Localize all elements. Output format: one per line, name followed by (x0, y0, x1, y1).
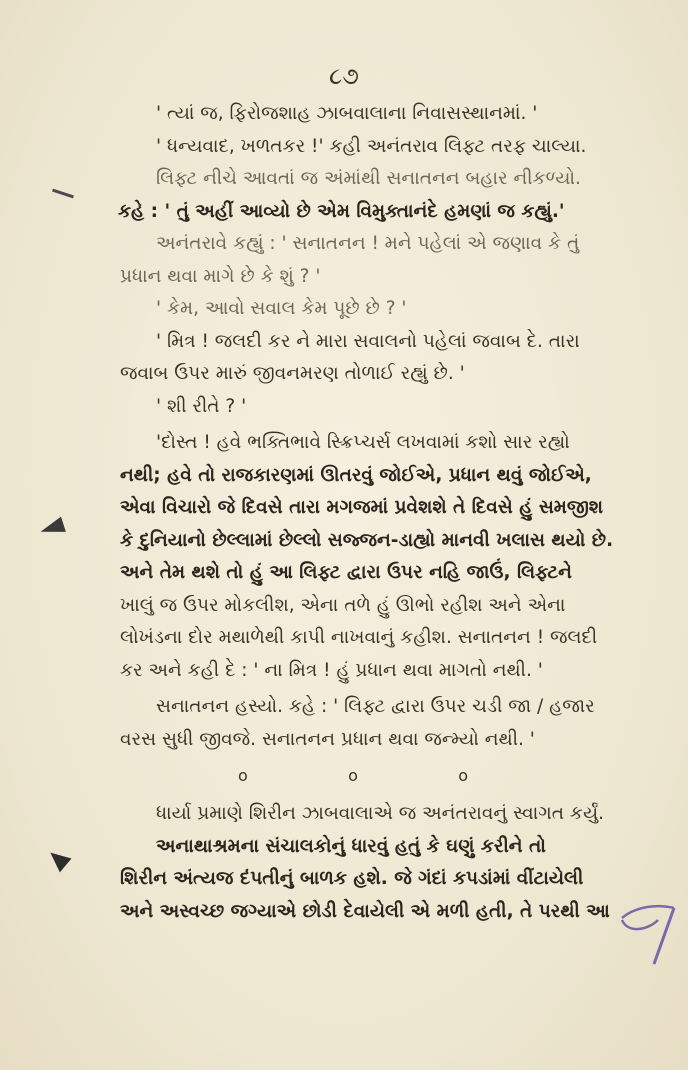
text-line: ધાર્યા પ્રમાણે શિરીન ઝાબવાલાએ જ અનંતરાવનું સ્વાગત કર્યું. (156, 803, 604, 824)
text-line: એવા વિચારો જે દિવસે તારા મગજમાં પ્રવેશશે તે દિવસે હું સમજીશ (120, 497, 604, 518)
text-line: નથી; હવે તો રાજકારણમાં ઊતરવું જોઈએ, પ્રધાન થવું જોઈએ, (120, 464, 592, 486)
pencil-stroke-top (622, 906, 674, 918)
text-line: લિફ્ટ નીચે આવતાં જ અંમાંથી સનાતનન બહાર નીકળ્યો. (156, 168, 581, 189)
text-line: શિરીન અંત્યજ દંપતીનું બાળક હશે. જે ગંદાં કપડાંમાં વીંટાયેલી (120, 868, 584, 889)
text-line: 'દોસ્ત ! હવે ભક્તિભાવે સ્ક્રિપ્ચર્સ લખવામાં કશો સાર રહ્યો (156, 432, 570, 453)
text-line: કર અને કહી દે : ' ના મિત્ર ! હું પ્રધાન થવા માગતો નથી. ' (120, 659, 543, 681)
separator-dot: o (458, 766, 468, 785)
text-line: અનાથાશ્રમના સંચાલકોનું ધારવું હતું કે ઘણું કરીને તો (156, 835, 546, 857)
text-line: ' ધન્યવાદ, ખળતકર !' કહી અનંતરાવ લિફ્ટ તરફ ચાલ્યા. (156, 135, 587, 157)
margin-mark-text: 7 (648, 937, 650, 939)
text-line: ' કેમ, આવો સવાલ કેમ પૂછે છે ? ' (156, 298, 407, 319)
text-line: અને તેમ થશે તો હું આ લિફ્ટ દ્વારા ઉપર નહિ જાઉં, લિફ્ટને (120, 562, 572, 583)
text-line: પ્રધાન થવા માગે છે કે શું ? ' (120, 265, 321, 287)
margin-pencil-arrow (38, 517, 66, 540)
text-line: વરસ સુધી જીવજે. સનાતનન પ્રધાન થવા જન્મ્યો નથી. ' (120, 728, 535, 750)
handwritten-seven-mark (618, 890, 680, 970)
text-line: કહે : ' તું અહીં આવ્યો છે એમ વિમુક્તાનંદે હમણાં જ કહ્યું.' (118, 200, 565, 222)
text-line: ' શી રીતે ? ' (156, 395, 247, 417)
text-line: અનંતરાવે કહ્યું : ' સનાતનન ! મને પહેલાં એ જણાવ કે તું (156, 233, 580, 254)
text-line: જવાબ ઉપર મારું જીવનમરણ તોળાઈ રહ્યું છે. ' (120, 363, 465, 384)
separator-dot: o (238, 766, 248, 785)
text-line: ' ત્યાં જ, ફિરોજશાહ ઝાબવાલાના નિવાસસ્થાનમાં. ' (156, 103, 538, 124)
pencil-stroke-curl (622, 920, 658, 929)
text-line: ખાલું જ ઉપર મોકલીશ, એના તળે હું ઊભો રહીશ અને એના (120, 594, 566, 616)
section-separator (238, 762, 468, 790)
page-number: ૮૭ (329, 62, 359, 90)
text-line: લોખંડના દોર મથાળેથી કાપી નાખવાનું કહીશ. સનાતનન ! જલદી (120, 627, 598, 648)
text-line: ' મિત્ર ! જલદી કર ને મારા સવાલનો પહેલાં જવાબ દે. તારા (156, 330, 580, 352)
text-line: અને અસ્વચ્છ જગ્યાએ છોડી દેવાયેલી એ મળી હતી, તે પરથી આ (120, 900, 610, 922)
pencil-stroke-down (654, 908, 674, 964)
text-line: સનાતનન હસ્યો. કહે : ' લિફ્ટ દ્વારા ઉપર ચડી જા / હજાર (156, 696, 595, 717)
margin-ink-arrow (45, 846, 72, 873)
body-text (120, 98, 650, 928)
text-line: કે દુનિયાનો છેલ્લામાં છેલ્લો સજ્જન-ડાહ્યો માનવી ખલાસ થયો છે. (120, 529, 614, 551)
separator-dot: o (348, 766, 358, 785)
margin-pencil-dash (52, 189, 74, 199)
